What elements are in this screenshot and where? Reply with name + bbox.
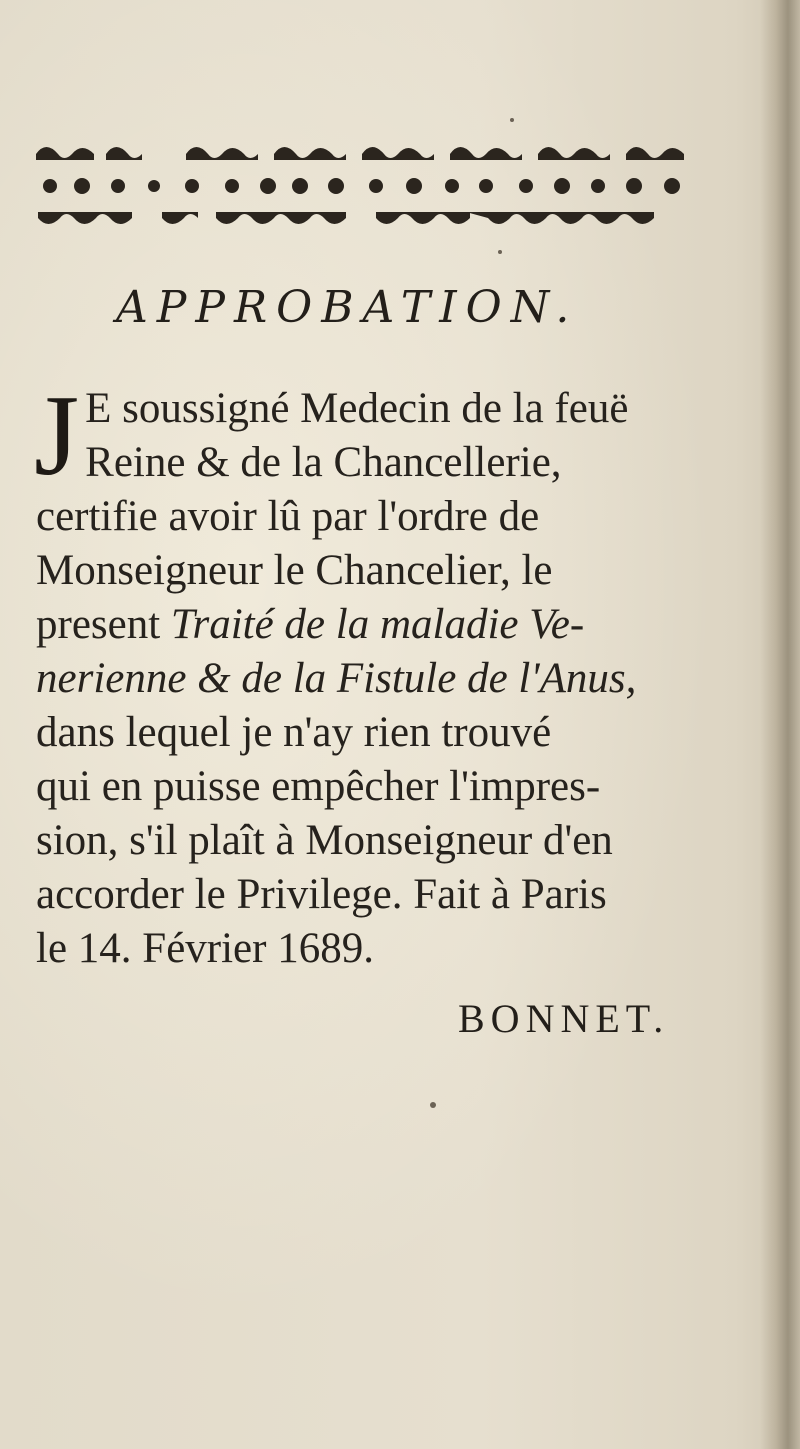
paper-speck	[510, 118, 514, 122]
text-line-italic: nerienne & de la Fistule de l'Anus,	[36, 655, 637, 702]
text-line: sion, s'il plaît à Monseigneur d'en	[36, 817, 613, 864]
text-line: Monseigneur le Chancelier, le	[36, 547, 553, 594]
page-gutter-shadow	[760, 0, 800, 1449]
ornament-row-top	[36, 147, 684, 160]
text-line: certifie avoir lû par l'ordre de	[36, 493, 540, 540]
text-line: qui en puisse empêcher l'impres-	[36, 763, 601, 810]
ornament-row-flowers	[43, 178, 680, 194]
approbation-text	[34, 372, 686, 976]
signature: BONNET.	[458, 996, 670, 1041]
text-line: Reine & de la Chancellerie,	[85, 439, 562, 486]
paper-speck	[430, 1102, 436, 1108]
text-line-mixed: present Traité de la maladie Ve-	[36, 601, 585, 648]
text-line: E soussigné Medecin de la feuë	[85, 385, 629, 432]
text-line: dans lequel je n'ay rien trouvé	[36, 709, 552, 756]
page-title: APPROBATION.	[116, 282, 579, 333]
paper-speck	[498, 250, 502, 254]
drop-cap: J	[34, 372, 80, 500]
ornament-row-bottom	[38, 212, 654, 224]
text-line: accorder le Privilege. Fait à Paris	[36, 871, 607, 918]
book-title-italic: Traité de la maladie Ve-	[170, 601, 585, 648]
text-line: le 14. Février 1689.	[36, 925, 374, 972]
printer-ornament-band	[36, 132, 692, 242]
